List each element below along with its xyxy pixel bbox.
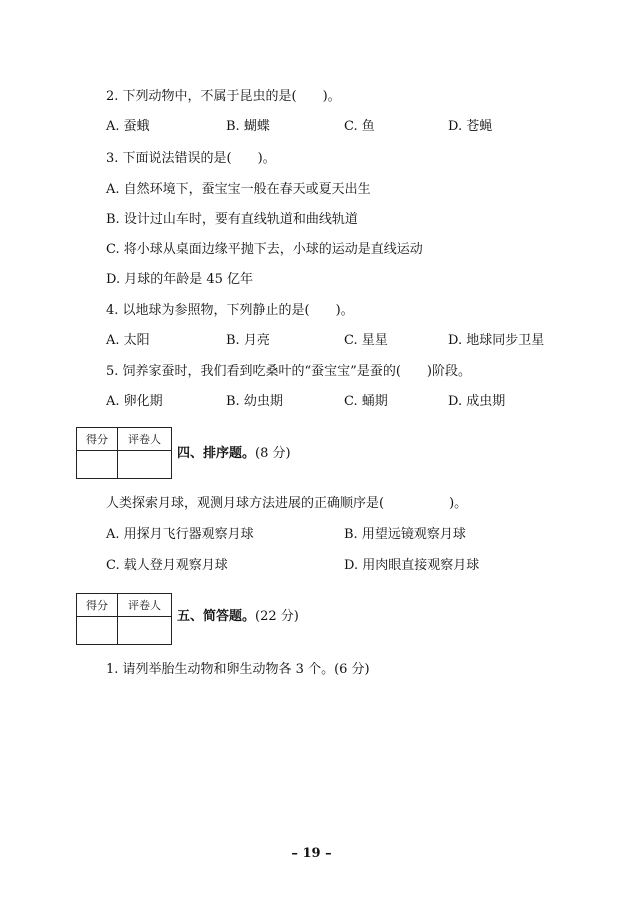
q5-option-d: D. 成虫期 bbox=[448, 394, 506, 409]
q3-stem: 3. 下面说法错误的是( )。 bbox=[106, 151, 276, 166]
score-header: 得分 bbox=[77, 428, 118, 451]
q4-option-b: B. 月亮 bbox=[226, 333, 270, 348]
section4-option-d: D. 用肉眼直接观察月球 bbox=[344, 558, 480, 573]
section4-points: (8 分) bbox=[255, 446, 291, 461]
grader-cell bbox=[118, 617, 172, 645]
q4-option-d: D. 地球同步卫星 bbox=[448, 333, 545, 348]
score-cell bbox=[77, 451, 118, 479]
q5-stem: 5. 饲养家蚕时，我们看到吃桑叶的“蚕宝宝”是蚕的( )阶段。 bbox=[106, 364, 471, 379]
section4-title-text: 四、排序题。 bbox=[177, 446, 256, 461]
section4-stem: 人类探索月球，观测月球方法进展的正确顺序是( )。 bbox=[106, 496, 468, 511]
q2-option-c: C. 鱼 bbox=[344, 119, 375, 134]
section5-score-box bbox=[76, 593, 172, 645]
score-cell bbox=[77, 617, 118, 645]
q2-option-b: B. 蝴蝶 bbox=[226, 119, 270, 134]
q5-option-c: C. 蛹期 bbox=[344, 394, 388, 409]
q3-option-b: B. 设计过山车时，要有直线轨道和曲线轨道 bbox=[106, 212, 358, 227]
q4-option-c: C. 星星 bbox=[344, 333, 388, 348]
page-number: – 19 – bbox=[291, 846, 332, 861]
grader-header: 评卷人 bbox=[118, 428, 172, 451]
q3-option-d: D. 月球的年龄是 45 亿年 bbox=[106, 272, 254, 287]
q3-option-c: C. 将小球从桌面边缘平抛下去，小球的运动是直线运动 bbox=[106, 242, 423, 257]
grader-cell bbox=[118, 451, 172, 479]
q2-option-a: A. 蚕蛾 bbox=[106, 119, 150, 134]
section5-title bbox=[177, 608, 299, 626]
section4-option-c: C. 载人登月观察月球 bbox=[106, 558, 228, 573]
section4-title bbox=[177, 445, 291, 463]
q4-option-a: A. 太阳 bbox=[106, 333, 150, 348]
section5-title-text: 五、简答题。 bbox=[177, 609, 256, 624]
q2-stem: 2. 下列动物中，不属于昆虫的是( )。 bbox=[106, 89, 341, 104]
score-header: 得分 bbox=[77, 594, 118, 617]
grader-header: 评卷人 bbox=[118, 594, 172, 617]
section5-q1: 1. 请列举胎生动物和卵生动物各 3 个。(6 分) bbox=[106, 662, 370, 677]
q5-option-a: A. 卵化期 bbox=[106, 394, 163, 409]
section4-score-box bbox=[76, 427, 172, 479]
q5-option-b: B. 幼虫期 bbox=[226, 394, 283, 409]
section4-option-b: B. 用望远镜观察月球 bbox=[344, 527, 466, 542]
q4-stem: 4. 以地球为参照物，下列静止的是( )。 bbox=[106, 303, 354, 318]
section4-option-a: A. 用探月飞行器观察月球 bbox=[106, 527, 254, 542]
section5-points: (22 分) bbox=[255, 609, 299, 624]
q3-option-a: A. 自然环境下，蚕宝宝一般在春天或夏天出生 bbox=[106, 182, 371, 197]
q2-option-d: D. 苍蝇 bbox=[448, 119, 493, 134]
